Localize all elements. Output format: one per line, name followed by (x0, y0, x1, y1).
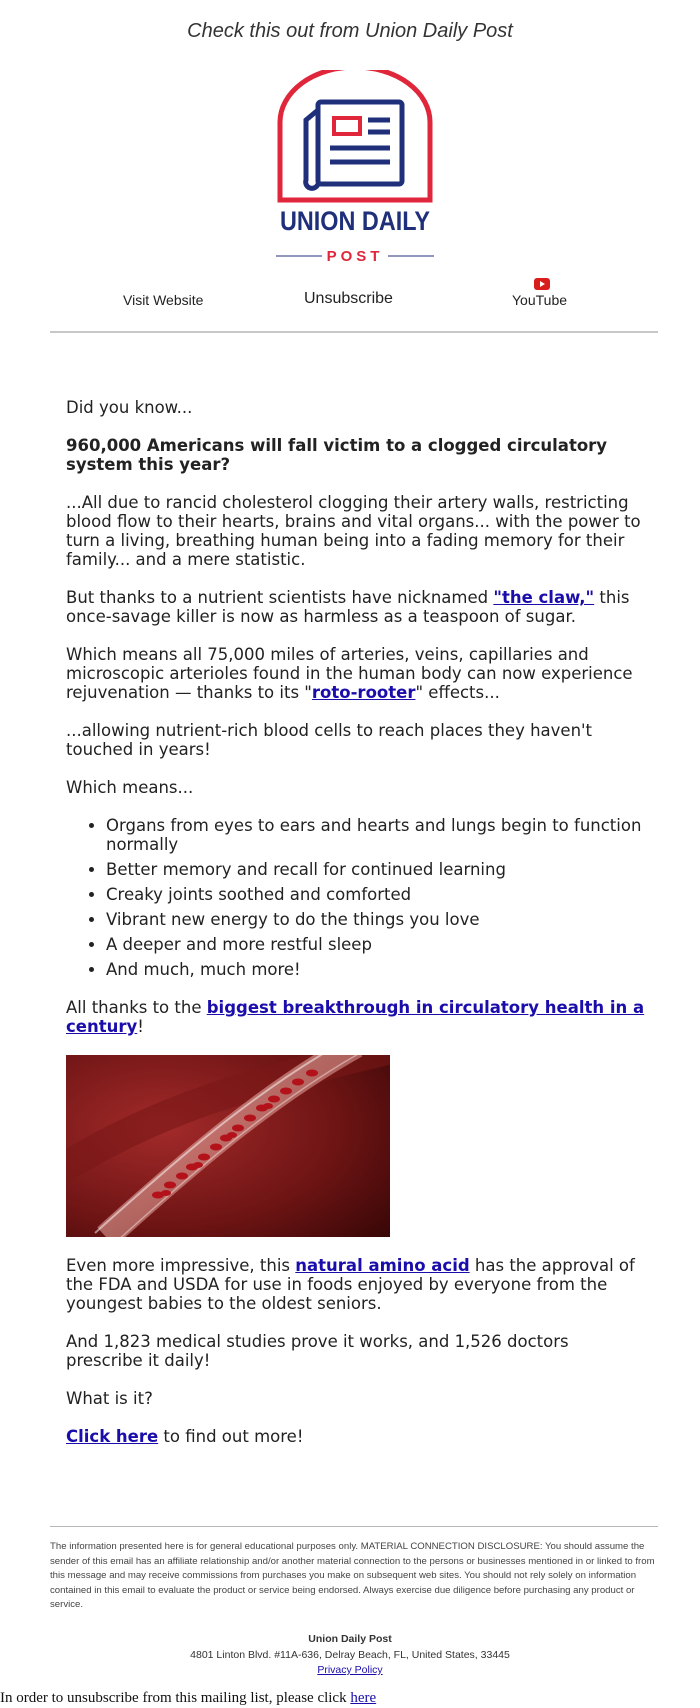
the-claw-link[interactable]: "the claw," (493, 588, 595, 607)
paragraph-claw: But thanks to a nutrient scientists have nicknamed "the claw," this once-savage killer is now as harmless as a teaspoon of sugar. (66, 588, 630, 626)
roto-rooter-link[interactable]: roto-rooter (311, 683, 416, 702)
article-body (66, 398, 648, 1465)
list-item: • Creaky joints soothed and comforted (106, 885, 648, 904)
paragraph-which-means: Which means... (66, 778, 194, 797)
youtube-play-icon[interactable] (534, 278, 550, 290)
unsubscribe-notice: In order to unsubscribe from this mailing list, please click here (0, 1690, 377, 1706)
headline: 960,000 Americans will fall victim to a clogged circulatory system this year? (66, 436, 608, 474)
union-daily-post-logo (270, 70, 440, 270)
email-header-title: Check this out from Union Daily Post (187, 20, 513, 42)
paragraph-amino-acid: Even more impressive, this natural amino acid has the approval of the FDA and USDA for use in foods enjoyed by everyone from the youngest babies to the oldest seniors. (66, 1256, 635, 1313)
newspaper-icon (306, 102, 402, 188)
benefits-list (66, 816, 648, 979)
header-divider (50, 331, 658, 333)
blood-vessel-image[interactable] (66, 1055, 390, 1237)
unsubscribe-here-link[interactable]: here (350, 1690, 377, 1706)
list-item: • A deeper and more restful sleep (106, 935, 648, 954)
privacy-policy-link[interactable]: Privacy Policy (317, 1664, 383, 1676)
footer-company: Union Daily Post (308, 1633, 392, 1645)
paragraph-arteries: Which means all 75,000 miles of arteries, veins, capillaries and microscopic arterioles found in the human body can now experience rejuvenation — thanks to its "roto-rooter" effects... (66, 645, 633, 702)
logo-wordmark-top: UNION DAILY (280, 206, 430, 236)
paragraph-cholesterol: ...All due to rancid cholesterol clogging their artery walls, restricting blood flow to their hearts, brains and vital organs... with the power to turn a living, breathing human being into a fading memory for their family... and a mere statistic. (66, 493, 641, 569)
header-nav (50, 278, 658, 314)
list-item: • And much, much more! (106, 960, 648, 979)
logo-wordmark-bottom: POST (326, 248, 384, 265)
disclaimer-text: The information presented here is for general educational purposes only. MATERIAL CONNECTION DISCLOSURE: You should assume the sender of this email has an affiliate relationship and/or another material connection to the persons or businesses mentioned in or linked to from this message and may receive commissions from purchases you make on subsequent web sites. You should not rely solely on information contained in this email to evaluate the product or service being endorsed. Always exercise due diligence before purchasing any product or service. (50, 1541, 655, 1611)
click-here-link[interactable]: Click here (66, 1427, 159, 1446)
unsubscribe-link[interactable]: Unsubscribe (304, 290, 393, 307)
youtube-link[interactable]: YouTube (512, 292, 568, 308)
paragraph-blood-cells: ...allowing nutrient-rich blood cells to reach places they haven't touched in years! (66, 721, 593, 759)
paragraph-cta: Click here to find out more! (66, 1427, 304, 1446)
paragraph-breakthrough: All thanks to the biggest breakthrough in circulatory health in a century! (66, 998, 645, 1036)
list-item: • Better memory and recall for continued learning (106, 860, 648, 879)
list-item: • Vibrant new energy to do the things you love (106, 910, 648, 929)
breakthrough-link[interactable]: biggest breakthrough in circulatory health in a century (66, 998, 645, 1036)
list-item: • Organs from eyes to ears and hearts and lungs begin to function normally (106, 816, 648, 854)
footer-address: 4801 Linton Blvd. #11A-636, Delray Beach, FL, United States, 33445 (190, 1648, 510, 1661)
paragraph-studies: And 1,823 medical studies prove it works, and 1,526 doctors prescribe it daily! (66, 1332, 569, 1370)
footer (0, 1632, 700, 1679)
paragraph-what-is-it: What is it? (66, 1389, 153, 1408)
intro-paragraph: Did you know... (66, 398, 193, 417)
natural-amino-acid-link[interactable]: natural amino acid (295, 1256, 470, 1275)
footer-divider (50, 1526, 658, 1527)
visit-website-link[interactable]: Visit Website (123, 292, 204, 308)
